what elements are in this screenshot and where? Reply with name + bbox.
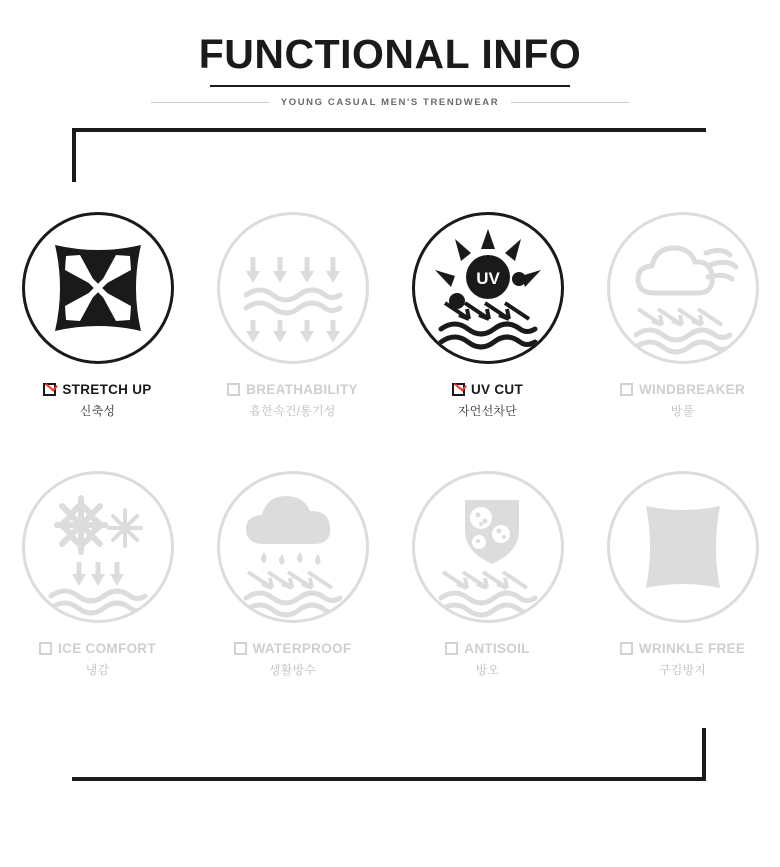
feature-badge xyxy=(217,471,369,623)
feature-labels xyxy=(43,382,151,419)
shield-dirt-icon xyxy=(415,474,561,620)
snowflake-icon xyxy=(25,474,171,620)
feature-label-kr: 방풀 xyxy=(670,404,695,418)
feature-checkbox[interactable] xyxy=(452,383,465,396)
feature-label-row xyxy=(234,641,352,656)
fabric-square-icon xyxy=(610,474,756,620)
feature-badge xyxy=(412,212,564,364)
subtitle-row xyxy=(0,97,780,108)
feature-label-row xyxy=(39,641,156,656)
feature-label-en: ANTISOIL xyxy=(464,641,530,656)
feature-badge xyxy=(607,471,759,623)
feature-badge xyxy=(217,212,369,364)
feature-label-kr: 생활방수 xyxy=(268,663,317,677)
feature-labels xyxy=(620,382,745,419)
feature-item-waterproof[interactable] xyxy=(195,471,390,678)
bracket-top-left-line xyxy=(72,128,76,182)
page-subtitle: YOUNG CASUAL MEN'S TRENDWEAR xyxy=(280,97,500,108)
feature-checkbox[interactable] xyxy=(620,383,633,396)
feature-checkbox[interactable] xyxy=(43,383,56,396)
feature-checkbox[interactable] xyxy=(445,642,458,655)
feature-checkbox[interactable] xyxy=(620,642,633,655)
bracket-bottom-line xyxy=(72,777,706,781)
feature-label-row xyxy=(620,641,745,656)
feature-item-ice-comfort[interactable] xyxy=(0,471,195,678)
feature-checkbox[interactable] xyxy=(39,642,52,655)
feature-label-kr: 방오 xyxy=(475,663,500,677)
feature-label-row xyxy=(43,382,151,397)
feature-item-uv-cut[interactable] xyxy=(390,212,585,419)
feature-badge xyxy=(607,212,759,364)
breathability-arrows-icon xyxy=(220,215,366,361)
uv-sun-icon xyxy=(415,215,561,361)
feature-checkbox[interactable] xyxy=(234,642,247,655)
feature-item-wrinkle-free[interactable] xyxy=(585,471,780,678)
feature-item-antisoil[interactable] xyxy=(390,471,585,678)
feature-item-stretch-up[interactable] xyxy=(0,212,195,419)
feature-item-windbreaker[interactable] xyxy=(585,212,780,419)
feature-label-en: UV CUT xyxy=(470,382,524,397)
page-header xyxy=(0,0,780,108)
feature-label-en: WINDBREAKER xyxy=(638,382,746,397)
feature-grid xyxy=(0,212,780,678)
feature-item-breathability[interactable] xyxy=(195,212,390,419)
stretch-arrows-icon xyxy=(25,215,171,361)
feature-label-row xyxy=(445,641,529,656)
feature-labels xyxy=(452,382,523,419)
subtitle-line-left xyxy=(151,102,269,103)
bracket-bottom-right-line xyxy=(702,728,706,781)
feature-label-kr: 신축성 xyxy=(79,404,116,418)
bracket-top-line xyxy=(72,128,706,132)
feature-badge xyxy=(412,471,564,623)
feature-label-kr: 냉감 xyxy=(85,663,110,677)
feature-labels xyxy=(445,641,529,678)
feature-labels xyxy=(620,641,745,678)
feature-label-kr: 구김방지 xyxy=(658,663,707,677)
feature-label-row xyxy=(227,382,358,397)
feature-badge xyxy=(22,212,174,364)
feature-label-row xyxy=(620,382,745,397)
feature-labels xyxy=(234,641,352,678)
feature-badge xyxy=(22,471,174,623)
feature-checkbox[interactable] xyxy=(227,383,240,396)
page-title: FUNCTIONAL INFO xyxy=(198,31,582,77)
wind-cloud-icon xyxy=(610,215,756,361)
feature-label-en: WATERPROOF xyxy=(252,641,352,656)
feature-labels xyxy=(39,641,156,678)
svg-text:UV: UV xyxy=(475,269,500,288)
title-divider xyxy=(210,85,570,87)
feature-label-en: WRINKLE FREE xyxy=(638,641,746,656)
feature-label-en: BREATHABILITY xyxy=(246,382,358,397)
rain-cloud-icon xyxy=(220,474,366,620)
feature-label-kr: 자언선차단 xyxy=(458,404,517,418)
feature-label-en: STRETCH UP xyxy=(62,382,152,397)
feature-label-row xyxy=(452,382,523,397)
subtitle-line-right xyxy=(511,102,629,103)
feature-label-kr: 흡한속건/통기성 xyxy=(249,404,336,418)
feature-label-en: ICE COMFORT xyxy=(58,641,156,656)
feature-labels xyxy=(227,382,358,419)
